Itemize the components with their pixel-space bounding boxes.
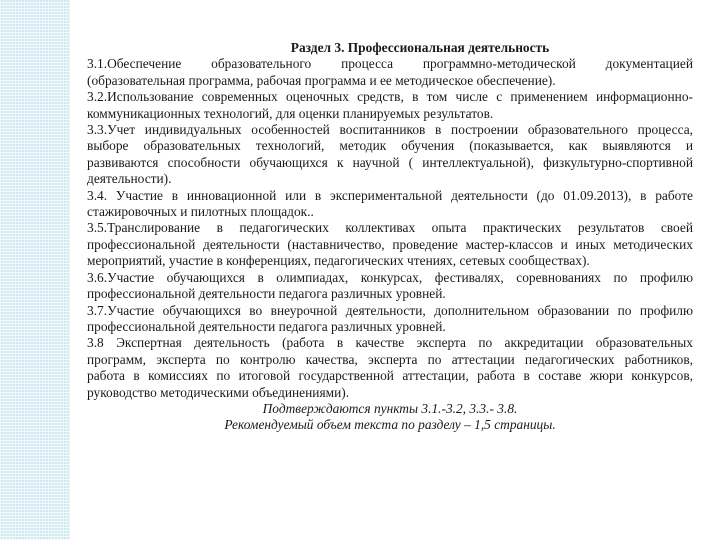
document-page xyxy=(87,40,693,434)
item-3-1 xyxy=(87,56,693,89)
text-line: 3.7.Участие обучающихся во внеурочной деятельности, дополнительном образовании по профилю xyxy=(87,302,693,318)
text-line: развиваются способности обучающихся к научной ( интеллектуальной), физкультурно-спортивной xyxy=(87,154,693,170)
text-line: 3.3.Учет индивидуальных особенностей воспитанников в построении образовательного процесса, xyxy=(87,122,693,138)
item-3-2 xyxy=(87,89,693,122)
decorative-side-stripe xyxy=(0,0,70,540)
text-line: выборе образовательных технологий, методик обучения (показывается, как выявляются и xyxy=(87,138,693,154)
text-line: программ, эксперта по контролю качества, эксперта по аттестации педагогических работников, xyxy=(87,351,693,367)
text-line: стажировочных и пилотных площадок.. xyxy=(87,204,314,220)
text-line: 3.8 Экспертная деятельность (работа в качестве эксперта по аккредитации образовательных xyxy=(87,335,693,351)
confirmed-items-note: Подтверждаются пункты 3.1.-3.2, 3.3.- 3.8. xyxy=(262,400,518,416)
text-line: 3.6.Участие обучающихся в олимпиадах, конкурсах, фестивалях, соревнованиях по профилю xyxy=(87,269,693,285)
text-line: 3.4. Участие в инновационной или в экспериментальной деятельности (до 01.09.2013), в работе xyxy=(87,187,693,203)
text-line: деятельности). xyxy=(87,171,172,187)
text-line: 3.2.Использование современных оценочных средств, в том числе с применением информационно- xyxy=(87,89,693,105)
text-line: 3.5.Транслирование в педагогических коллективах опыта практических результатов своей xyxy=(87,220,693,236)
text-line: (образовательная программа, рабочая программа и ее методическое обеспечение). xyxy=(87,72,556,88)
text-line: 3.1.Обеспечение образовательного процесса программно-методической документацией xyxy=(87,56,693,72)
text-line: мероприятий, участие в конференциях, педагогических чтениях, сетевых сообществах). xyxy=(87,253,590,269)
text-line: профессиональной деятельности (наставничество, проведение мастер-классов и иных методических xyxy=(87,236,693,252)
item-3-7 xyxy=(87,303,693,336)
item-3-3 xyxy=(87,122,693,188)
text-line: профессиональной деятельности педагога различных уровней. xyxy=(87,318,446,334)
section-title: Раздел 3. Профессиональная деятельность xyxy=(290,40,550,55)
text-line: профессиональной деятельности педагога различных уровней. xyxy=(87,286,446,302)
text-line: коммуникационных технологий, для оценки планируемых результатов. xyxy=(87,105,494,121)
recommended-volume-note: Рекомендуемый объем текста по разделу – 1,5 страницы. xyxy=(224,417,556,433)
item-3-6 xyxy=(87,270,693,303)
item-3-5 xyxy=(87,220,693,269)
item-3-8 xyxy=(87,335,693,401)
text-line: руководство методическими объединениями). xyxy=(87,384,350,400)
text-line: работа в комиссиях по итоговой государственной аттестации, работа в составе жюри конкурсов, xyxy=(87,368,693,384)
item-3-4 xyxy=(87,188,693,221)
